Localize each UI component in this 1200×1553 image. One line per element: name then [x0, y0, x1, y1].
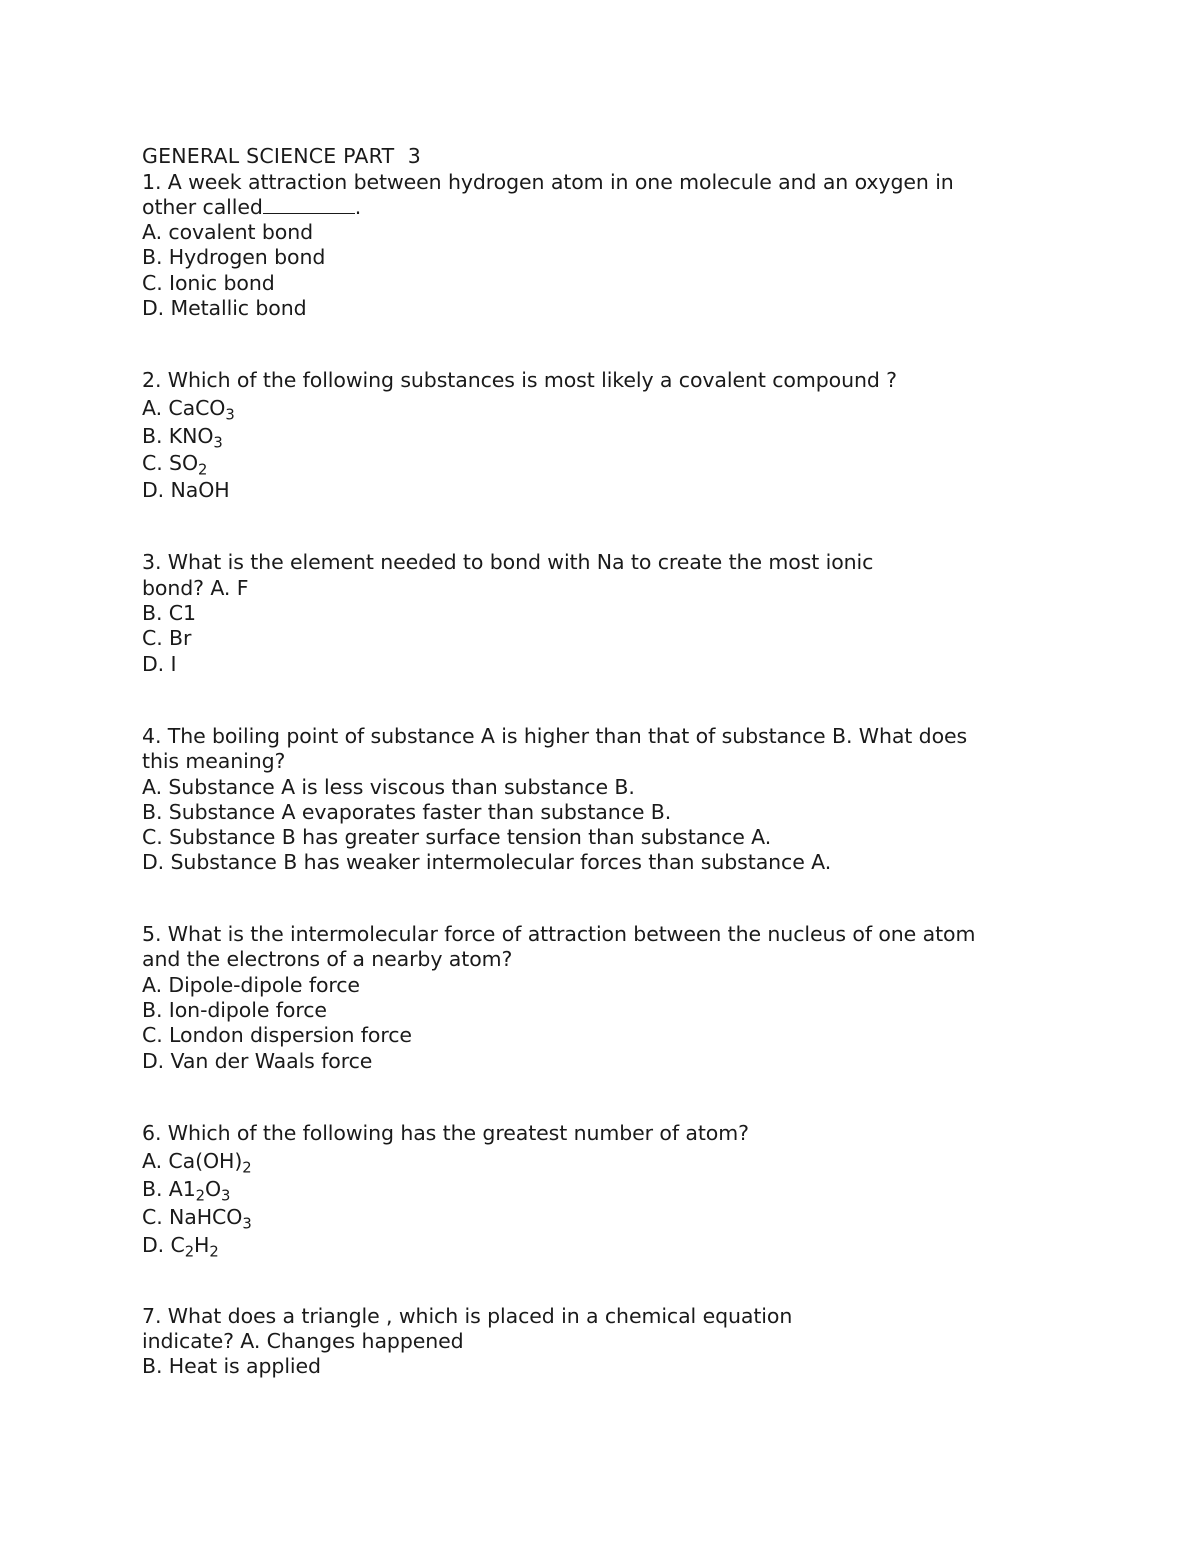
subscript: 2 [198, 461, 208, 479]
subscript: 2 [195, 1187, 205, 1205]
question-6-option-b [142, 1177, 231, 1205]
option-text: H [194, 1233, 210, 1257]
question-4-option-b: B. Substance A evaporates faster than substance B. [142, 800, 672, 824]
question-2-option-a [142, 396, 235, 424]
question-1-option-c: C. Ionic bond [142, 271, 275, 295]
question-2-option-d [142, 480, 230, 501]
subscript: 3 [213, 434, 223, 452]
question-5-option-b: B. Ion-dipole force [142, 998, 327, 1022]
option-text: A. CaCO [142, 396, 226, 420]
question-2-option-b [142, 424, 223, 452]
question-1-option-d: D. Metallic bond [142, 296, 307, 320]
question-4-option-a: A. Substance A is less viscous than substance B. [142, 775, 635, 799]
question-4-option-d: D. Substance B has weaker intermolecular forces than substance A. [142, 850, 832, 874]
blank-suffix: . [354, 195, 362, 219]
question-3-option-d: D. I [142, 652, 177, 676]
question-5-option-d: D. Van der Waals force [142, 1049, 373, 1073]
question-3-text-line-1: 3. What is the element needed to bond with Na to create the most ionic [142, 550, 874, 574]
question-1-option-b: B. Hydrogen bond [142, 245, 326, 269]
question-4-option-c: C. Substance B has greater surface tension than substance A. [142, 825, 772, 849]
question-6-option-a [142, 1149, 252, 1177]
question-2-text: 2. Which of the following substances is most likely a covalent compound ? [142, 368, 897, 392]
question-2-option-c [142, 451, 208, 479]
question-3-text-line-2: bond? A. F [142, 576, 249, 600]
option-text: D. NaOH [142, 478, 230, 502]
question-5-text-line-1: 5. What is the intermolecular force of attraction between the nucleus of one atom [142, 922, 976, 946]
question-6-option-d [142, 1233, 219, 1261]
option-text: D. C [142, 1233, 185, 1257]
option-text: C. NaHCO [142, 1205, 243, 1229]
question-7-text-line-1: 7. What does a triangle , which is placed in a chemical equation [142, 1304, 793, 1328]
option-text: O [204, 1177, 222, 1201]
question-4-text-line-2: this meaning? [142, 749, 286, 773]
subscript: 2 [209, 1243, 219, 1261]
option-text: A. Ca(OH) [142, 1149, 243, 1173]
answer-blank [263, 199, 355, 214]
subscript: 2 [184, 1243, 195, 1261]
question-5-text-line-2: and the electrons of a nearby atom? [142, 947, 513, 971]
question-5-option-c: C. London dispersion force [142, 1023, 412, 1047]
question-7-text-line-2: indicate? A. Changes happened [142, 1329, 464, 1353]
question-6-option-c [142, 1205, 252, 1233]
option-text: B. KNO [142, 424, 214, 448]
question-1-text-line-2 [142, 197, 361, 218]
question-3-option-b: B. C1 [142, 601, 196, 625]
question-6-text: 6. Which of the following has the greatest number of atom? [142, 1121, 749, 1145]
question-1-stem-end: other called [142, 195, 263, 219]
question-1-option-a: A. covalent bond [142, 220, 314, 244]
question-1-text-line-1: 1. A week attraction between hydrogen atom in one molecule and an oxygen in [142, 170, 954, 194]
page-title: GENERAL SCIENCE PART 3 [142, 144, 421, 168]
subscript: 2 [242, 1159, 252, 1177]
question-5-option-a: A. Dipole-dipole force [142, 973, 360, 997]
option-text: B. A1 [142, 1177, 196, 1201]
question-4-text-line-1: 4. The boiling point of substance A is higher than that of substance B. What does [142, 724, 968, 748]
question-3-option-c: C. Br [142, 626, 192, 650]
question-7-option-b: B. Heat is applied [142, 1354, 321, 1378]
option-text: C. SO [142, 451, 198, 475]
subscript: 3 [221, 1187, 231, 1205]
subscript: 3 [225, 406, 235, 424]
subscript: 3 [242, 1215, 252, 1233]
